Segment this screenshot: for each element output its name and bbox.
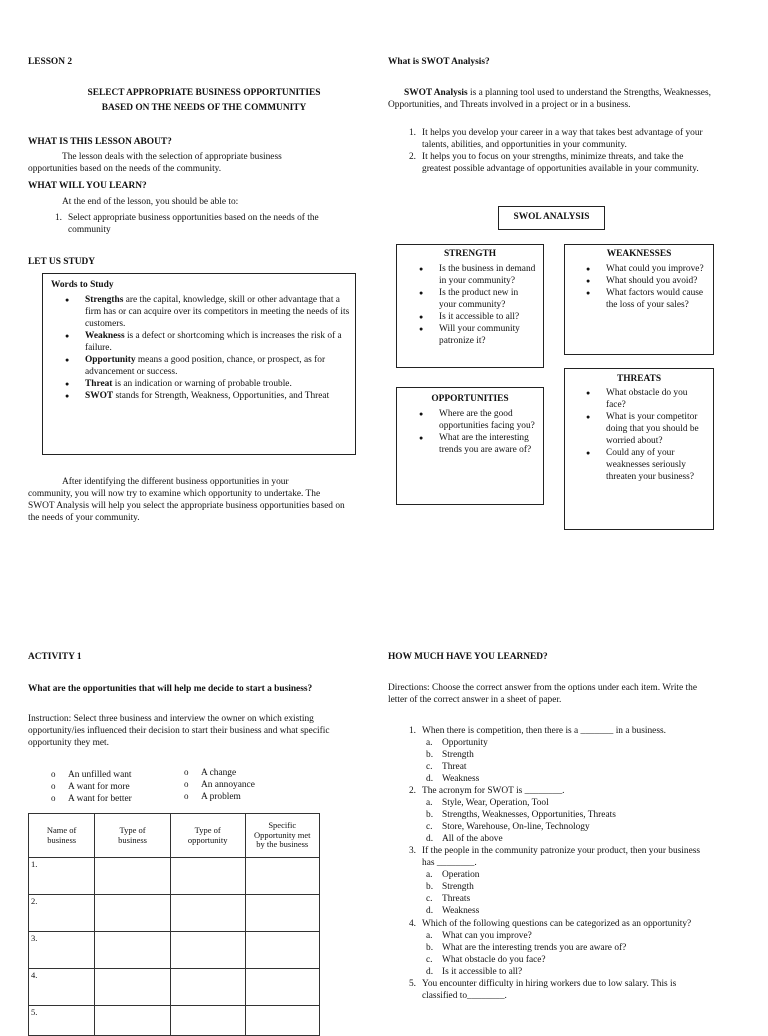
quiz-choices (396, 930, 714, 978)
opportunity-options-col2 (181, 767, 255, 803)
threats-list (565, 387, 713, 483)
benefit-number: 2. (408, 152, 416, 163)
swot-term: SWOT Analysis (404, 88, 468, 98)
answer-cell[interactable] (245, 1006, 319, 1036)
learn-text: At the end of the lesson, you should be able to: (62, 197, 239, 207)
weakness-item: ● What should you avoid? (606, 275, 709, 287)
about-heading: WHAT IS THIS LESSON ABOUT? (28, 137, 172, 147)
answer-cell[interactable] (95, 858, 171, 895)
answer-cell[interactable] (245, 932, 319, 969)
row-number-cell[interactable]: 5. (29, 1006, 95, 1036)
table-row (29, 969, 320, 1006)
strength-item: ● Is the product new in your community? (439, 287, 537, 311)
after-paragraph-first-line: After identifying the different business opportunities in your (62, 477, 289, 487)
quiz-directions: Directions: Choose the correct answer from the options under each item. Write the letter of the correct answer in a sheet of paper. (388, 683, 697, 706)
choice[interactable]: c. What obstacle do you face? (426, 954, 546, 965)
table-row (29, 932, 320, 969)
quiz-number: 1. (408, 726, 416, 736)
words-to-study-title: Words to Study (51, 280, 114, 290)
answer-cell[interactable] (95, 932, 171, 969)
weaknesses-title: WEAKNESSES (606, 249, 672, 259)
lesson-title-line1: SELECT APPROPRIATE BUSINESS OPPORTUNITIES (87, 88, 321, 98)
word-term: Weakness (85, 331, 125, 342)
lesson-title-line2: BASED ON THE NEEDS OF THE COMMUNITY (101, 103, 307, 114)
after-paragraph-rest: community, you will now try to examine which opportunity to undertake. The SWOT Analysis will help you select the appropriate business opportunities based on the needs of your community. (28, 489, 345, 524)
choice[interactable]: c. Threat (426, 762, 467, 773)
opportunities-box (396, 387, 544, 505)
opportunity-item: ● What are the interesting trends you are aware of? (439, 432, 537, 456)
swot-def-text: is a planning tool used to understand the Strengths, Weaknesses, Opportunities, and Threats involved in a project or in a business. (388, 88, 711, 111)
threats-box (564, 368, 714, 530)
choice[interactable]: a. Opportunity (426, 738, 488, 749)
answer-cell[interactable] (245, 969, 319, 1006)
word-term: Opportunity (85, 355, 136, 366)
word-definition: is a defect or shortcoming which is increases the risk of a failure. (85, 331, 342, 354)
quiz-choices (396, 737, 714, 785)
benefit-item (396, 127, 714, 151)
strength-box (396, 244, 544, 368)
choice[interactable]: d. Is it accessible to all? (426, 966, 523, 977)
swol-analysis-title: SWOL ANALYSIS (498, 206, 605, 230)
threats-title: THREATS (616, 374, 662, 384)
quiz-choices (396, 797, 714, 845)
answer-cell[interactable] (170, 969, 245, 1006)
quiz-number: 3. (408, 846, 416, 857)
about-text: The lesson deals with the selection of appropriate business opportunities based on the needs of the community. (28, 152, 282, 175)
option-item: o A want for better (68, 793, 132, 805)
learn-heading: WHAT WILL YOU LEARN? (28, 181, 147, 191)
row-number-cell[interactable]: 4. (29, 969, 95, 1006)
objective-text: Select appropriate business opportunities based on the needs of the community (68, 213, 319, 236)
quiz-item (396, 918, 714, 978)
swot-heading: What is SWOT Analysis? (388, 57, 490, 67)
strength-item: ● Is it accessible to all? (439, 311, 537, 323)
option-item: o An unfilled want (68, 769, 132, 781)
row-number-cell[interactable]: 2. (29, 895, 95, 932)
objective-list (42, 212, 352, 236)
quiz-item (396, 845, 714, 917)
choice[interactable]: d. Weakness (426, 774, 480, 785)
answer-cell[interactable] (245, 858, 319, 895)
quiz-question: The acronym for SWOT is ________. (422, 786, 565, 797)
word-item-swot (85, 390, 353, 402)
weaknesses-list (565, 263, 713, 311)
word-item-threat (85, 378, 353, 390)
strength-title: STRENGTH (443, 249, 497, 259)
objective-item (42, 212, 352, 236)
after-paragraph (28, 476, 348, 524)
answer-cell[interactable] (245, 895, 319, 932)
threat-item: ● What obstacle do you face? (606, 387, 709, 411)
activity-question: What are the opportunities that will help me decide to start a business? (28, 684, 313, 694)
choice[interactable]: a. What can you improve? (426, 930, 532, 941)
word-item-weakness (85, 330, 353, 354)
opportunity-item: ● Where are the good opportunities facing you? (439, 408, 537, 432)
quiz-item (396, 725, 714, 785)
word-definition: are the capital, knowledge, skill or other advantage that a firm has or can acquire over its competitors in meeting the needs of its customers. (85, 295, 350, 330)
table-row (29, 1006, 320, 1036)
choice[interactable]: d. Weakness (426, 906, 480, 917)
option-item: o An annoyance (201, 779, 255, 791)
option-item: o A problem (201, 791, 255, 803)
opportunities-title: OPPORTUNITIES (431, 394, 509, 404)
benefit-text: It helps you develop your career in a way that takes best advantage of your talents, abilities, and opportunities in your community. (422, 128, 703, 151)
choice[interactable]: b. Strengths, Weaknesses, Opportunities, Threats (426, 810, 616, 821)
word-definition: means a good position, chance, or prospect, as for advancement or success. (85, 355, 326, 378)
activity-instruction: Instruction: Select three business and interview the owner on which existing opportunity/ies influenced their decision to start their business and what specific opportunity they met. (28, 714, 330, 749)
table-row (29, 858, 320, 895)
strength-item: ● Will your community patronize it? (439, 323, 537, 347)
choice[interactable]: d. All of the above (426, 834, 503, 845)
header-type-of-business: Type of business (95, 814, 171, 858)
weaknesses-box (564, 244, 714, 355)
strength-item: ● Is the business in demand in your community? (439, 263, 537, 287)
quiz-number: 5. (408, 978, 416, 989)
word-item-opportunity (85, 354, 353, 378)
option-item: o A change (201, 767, 255, 779)
answer-cell[interactable] (170, 895, 245, 932)
word-definition: stands for Strength, Weakness, Opportunities, and Threat (113, 391, 330, 402)
header-type-of-opportunity: Type of opportunity (170, 814, 245, 858)
header-name-of-business: Name of business (29, 814, 95, 858)
answer-cell[interactable] (170, 1006, 245, 1036)
answer-cell[interactable] (95, 969, 171, 1006)
quiz-question: If the people in the community patronize your product, then your business has ________. (422, 846, 701, 869)
opportunities-list (397, 408, 543, 456)
lesson-title (28, 87, 380, 114)
weakness-item: ● What could you improve? (606, 263, 709, 275)
word-item-strengths (85, 294, 353, 330)
quiz-heading: HOW MUCH HAVE YOU LEARNED? (388, 652, 548, 662)
quiz-question: When there is competition, then there is a _______ in a business. (422, 726, 666, 736)
row-number-cell[interactable]: 3. (29, 932, 95, 969)
table-row (29, 895, 320, 932)
weakness-item: ● What factors would cause the loss of your sales? (606, 287, 709, 311)
option-item: o A want for more (68, 781, 132, 793)
words-list (43, 294, 353, 402)
word-term: SWOT (85, 391, 114, 402)
benefit-text: It helps you to focus on your strengths, minimize threats, and take the greatest possible advantage of opportunities available in your community. (422, 152, 699, 175)
choice[interactable]: c. Store, Warehouse, On-line, Technology (426, 822, 590, 833)
study-heading: LET US STUDY (28, 257, 96, 267)
answer-cell[interactable] (95, 1006, 171, 1036)
header-specific-opportunity: Specific Opportunity met by the business (245, 814, 319, 858)
quiz-question: Which of the following questions can be categorized as an opportunity? (422, 918, 692, 929)
answer-cell[interactable] (95, 895, 171, 932)
choice[interactable]: b. What are the interesting trends you are aware of? (426, 942, 627, 953)
benefit-item (396, 151, 714, 175)
quiz-list (396, 725, 714, 1002)
word-definition: is an indication or warning of probable trouble. (112, 379, 292, 390)
lesson-number: LESSON 2 (28, 57, 73, 67)
quiz-item (396, 978, 714, 1002)
choice[interactable]: c. Threats (426, 894, 471, 905)
word-term: Threat (85, 379, 113, 390)
threat-item: ● Could any of your weaknesses seriously threaten your business? (606, 447, 709, 483)
choice[interactable]: b. Strength (426, 750, 474, 761)
objective-number: 1. (54, 213, 62, 223)
quiz-question: You encounter difficulty in hiring workers due to low salary. This is classified to________. (422, 978, 677, 1001)
activity-table (28, 813, 320, 1036)
benefit-number: 1. (408, 128, 416, 138)
quiz-item (396, 785, 714, 845)
answer-cell[interactable] (170, 858, 245, 895)
quiz-number: 2. (408, 786, 416, 797)
swot-definition (388, 87, 714, 111)
choice[interactable]: a. Style, Wear, Operation, Tool (426, 798, 549, 809)
quiz-choices (396, 869, 714, 917)
answer-cell[interactable] (170, 932, 245, 969)
swot-benefits-list (396, 127, 714, 175)
word-term: Strengths (85, 295, 124, 305)
quiz-number: 4. (408, 918, 416, 929)
table-header-row (29, 814, 320, 858)
threat-item: ● What is your competitor doing that you should be worried about? (606, 411, 709, 447)
row-number-cell[interactable]: 1. (29, 858, 95, 895)
words-to-study-box (42, 273, 356, 455)
activity-heading: ACTIVITY 1 (28, 652, 82, 662)
choice[interactable]: b. Strength (426, 882, 474, 893)
strength-list (397, 263, 543, 347)
opportunity-options-col1 (48, 769, 132, 805)
choice[interactable]: a. Operation (426, 870, 480, 881)
